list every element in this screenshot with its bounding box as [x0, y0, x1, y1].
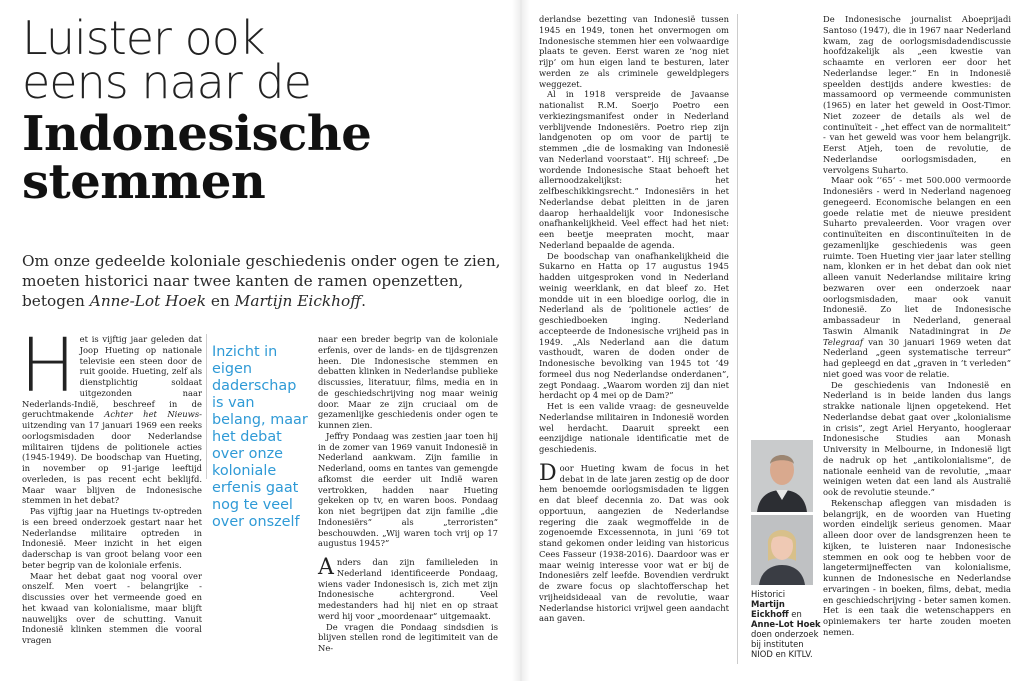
paragraph — [20, 323, 202, 506]
paragraph — [539, 460, 729, 624]
intro — [22, 251, 502, 311]
paragraph: De boodschap van onafhankelijkheid die Sukarno en Hatta op 17 augustus 1945 hadden uitgesproken vond in Nederland weinig weerklank, en dat bleef zo. Het mondde uit in een bloedige oorlog, die in Nederland als de ‘politionele acties’ de geschiedboeken inging. Nederland accepteerde de Indonesische vrijheid pas in 1949. „Als Nederland aan die datum vasthoudt, waren de doden onder de Indonesische bevolking van 1945 tot ’49 formeel dus nog Nederlandse onderdanen”, zegt Pondaag. „Waarom worden zij dan niet herdacht op 4 mei op de Dam?” — [539, 250, 729, 401]
author-photo-hoek — [751, 515, 813, 585]
pull-quote-rule — [206, 334, 207, 479]
caption-text: doen onderzoek bij instituten NIOD en KITLV. — [751, 629, 819, 659]
author-photo-eickhoff — [751, 440, 813, 512]
intro-author-1: Anne-Lot Hoek — [89, 292, 207, 310]
program-title: Achter het Nieuws — [104, 409, 200, 420]
caption-name-1: Martijn Eickhoff — [751, 599, 789, 619]
page-gutter — [512, 0, 530, 681]
paragraph: Maar het debat gaat nog vooral over onszelf. Men voert - belangrijke - discussies over het vermeende goed en het kwaad van kolonialisme, maar blijft nauwelijks over de schutting. Vanuit Indonesië klinken stemmen die vooral vragen — [22, 570, 202, 645]
text-run: nders dan zijn familieleden in Nederland identificeerde Pondaag, wiens vader Indonesisch is, zich met zijn Indonesische achtergrond. Veel medestanders had hij niet en op straat werd hij voor „moordenaar” uitgemaakt. — [318, 557, 498, 621]
column-2 — [318, 334, 498, 654]
caption-text: Historici — [751, 589, 786, 599]
headline-line-1: Luister ook — [22, 11, 265, 65]
caption-name-2: Anne-Lot Hoek — [751, 619, 821, 629]
paragraph: Het is een valide vraag: de gesneuvelde Nederlandse militairen in Indonesië worden wel herdacht. Daaruit spreekt een eenzijdige nationale identificatie met de geschiedenis. — [539, 401, 729, 454]
drop-cap: D — [539, 460, 557, 486]
text-run: et is vijftig jaar geleden dat Joop Hueting op nationale televisie een steen door de ruit gooide. Hueting, zelf als dienstplichtig soldaat uitgezonden naar Nederlands-Indië, beschreef in de geruchtmakende — [22, 334, 202, 420]
caption-text: en — [788, 609, 802, 619]
paragraph: Al in 1918 verspreide de Javaanse nationalist R.M. Soerjo Poetro een verkiezingsmanifest onder in Nederland verblijvende Indonesiërs. Poetro riep zijn landgenoten op om voor de partij te stemmen „die de losmaking van Indonesië van Nederland voorstaat”. Hij schreef: „De wordende Indonesische Staat behoeft het allernoodzakelijkst: het zelfbeschikkingsrecht.” Indonesiërs in het Nederlandse debat pleitten in de jaren daarop herhaaldelijk voor Indonesische onafhankelijkheid. Veel effect had het niet: een beetje meepraten mocht, maar Nederland bepaalde de agenda. — [539, 89, 729, 250]
paragraph — [318, 557, 498, 622]
photo-caption — [751, 589, 821, 659]
intro-text: Om onze gedeelde koloniale geschiedenis onder ogen te zien, moeten historici naar twee kanten de ramen openzetten, betogen — [22, 252, 501, 310]
headline-line-2: eens naar de — [22, 55, 311, 109]
intro-author-2: Martijn Eickhoff — [234, 292, 362, 310]
paragraph — [823, 175, 1011, 379]
column-3 — [539, 14, 729, 624]
headline — [22, 11, 482, 210]
text-run: van 30 januari 1969 weten dat Nederland „geen systematische terreur” had gepleegd en dat „graven in ’t verleden” niet goed was voor de relatie. — [823, 336, 1011, 379]
intro-conjunction: en — [210, 292, 230, 310]
paragraph: De Indonesische journalist Aboeprijadi Santoso (1947), die in 1967 naar Nederland kwam, zag de oorlogsmisdadendiscussie hoofdzakelijk als „een kwestie van schaamte en verloren eer door het Nederlandse leger.” En in Indonesië speelden destijds andere kwesties: de massamoord op vermeende communisten (1965) en later het geweld in Oost-Timor. Niet zozeer de details als wel de continuïteit - „het effect van de normaliteit” - van het geweld was voor hem belangrijk. Eerst Atjeh, toen de revolutie, de Nederlandse oorlogsmisdaden, en vervolgens Suharto. — [823, 14, 1011, 175]
pull-quote: Inzicht in eigen daderschap is van belang, maar het debat over onze koloniale erfenis gaat nog te veel over onszelf — [212, 344, 308, 530]
portrait-eickhoff — [751, 440, 813, 512]
paragraph: Jeffry Pondaag was zestien jaar toen hij in de zomer van 1969 vanuit Indonesië in Nederland aankwam. Zijn familie in Nederland, ooms en tantes van gemengde afkomst die eerder uit Indië waren vertrokken, hadden naar Hueting gekeken op tv, en waren boos. Pondaag kon niet begrijpen dat zijn familie „die Indonesiërs” als „terroristen” beschouwden. „Wij waren toch vrij op 17 augustus 1945?” — [318, 430, 498, 549]
drop-cap: A — [318, 555, 334, 580]
paragraph: De geschiedenis van Indonesië en Nederland is in beide landen dus langs strakke nationale lijnen opgetekend. Het Nederlandse debat gaat over „kolonialisme in crisis”, zegt Ariel Heryanto, hoogleraar Indonesische Studies aan Monash University in Melbourne, in Indonesië ligt de nadruk op het „antikolonialisme”, de nationale eenheid van de revolutie, „maar weinigen weten dat een land als Australië ook de revolutie steunde.” — [823, 379, 1011, 497]
text-run: oor Hueting kwam de focus in het debat in de late jaren zestig op de door hem benoemde oorlogsmisdaden te liggen en dat bleef decennia zo. Dat was ook opportuun, aangezien de Nederlandse regering die zaak wegmoffelde in de zogenoemde Excessennota, in juni ’69 tot stand gekomen onder leiding van historicus Cees Fasseur (1938-2016). Daardoor was er maar weinig interesse voor wat er bij de Indonesiërs zelf leefde. Bovendien verdrukt de zware focus op slachtofferschap het vrijheidsideaal van de revolutie, waar Nederlandse historici vrijwel geen aandacht aan gaven. — [539, 462, 729, 624]
drop-cap: H — [20, 323, 76, 409]
column-rule — [737, 14, 738, 664]
paragraph: De vragen die Pondaag sindsdien is blijven stellen rond de legitimiteit van de Ne- — [318, 621, 498, 653]
column-1 — [20, 323, 202, 646]
paragraph: naar een breder begrip van de koloniale erfenis, over de lands- en de tijdsgrenzen heen. Die Indonesische stemmen en debatten klinken in Nederlandse publieke discussies, literatuur, films, media en in de geschiedschrijving nog maar weinig door. Maar ze zijn cruciaal om de gezamenlijke geschiedenis onder ogen te kunnen zien. — [318, 334, 498, 430]
intro-end: . — [361, 292, 366, 310]
portrait-hoek — [751, 515, 813, 585]
text-run: -uitzending van 17 januari 1969 een reeks oorlogsmisdaden door Nederlandse militairen tijdens de politionele acties (1945-1949). De boodschap van Hueting, in november op 91-jarige leeftijd overleden, is pas recent echt beklijfd. Maar waar blijven de Indonesische stemmen in het debat? — [22, 409, 202, 506]
headline-line-4: stemmen — [22, 154, 266, 210]
paragraph: Pas vijftig jaar na Huetings tv-optreden is een breed onderzoek gestart naar het Nederlandse militaire optreden in Indonesië. Meer inzicht in het eigen daderschap is van groot belang voor een beter begrip van de koloniale erfenis. — [22, 506, 202, 570]
paragraph: derlandse bezetting van Indonesië tussen 1945 en 1949, tonen het onvermogen om Indonesische stemmen hier een volwaardige plaats te geven. Eerst waren ze ‘nog niet rijp’ om hun eigen land te besturen, later werden ze als criminele geweldplegers weggezet. — [539, 14, 729, 89]
text-run: Maar ook ‘’65’ - met 500.000 vermoorde Indonesiërs - werd in Nederland nagenoeg genegeerd. Economische belangen en een goede relatie met de nieuwe president Suharto prevaleerden. Voor vragen over continuïteiten en discontinuïteiten in de gezamenlijke geschiedenis was geen ruimte. Toen Hueting vier jaar later stelling nam, klonken er in het debat dan ook niet alleen vanuit Nederlandse militaire kring bezwaren over een onderzoek naar oorlogsmisdaden, maar ook vanuit Indonesië. Zo liet de Indonesische ambassadeur in Nederland, generaal Taswin Almanik Natadiningrat in — [823, 175, 1011, 336]
newspaper-title: De Telegraaf — [823, 325, 1011, 347]
headline-line-3: Indonesische — [22, 106, 372, 162]
paragraph: Rekenschap afleggen van misdaden is belangrijk, en de woorden van Hueting worden eindelijk serieus genomen. Maar alleen door over de landsgrenzen heen te kijken, te luisteren naar Indonesische stemmen en ook oog te hebben voor de langetermijneffecten van kolonialisme, kunnen de Indonesische en Nederlandse ervaringen - in boeken, films, debat, media en geschiedschrijving - beter samen komen. Het is een taak die wetenschappers en opiniemakers ter harte zouden moeten nemen. — [823, 497, 1011, 637]
column-4 — [823, 14, 1011, 638]
